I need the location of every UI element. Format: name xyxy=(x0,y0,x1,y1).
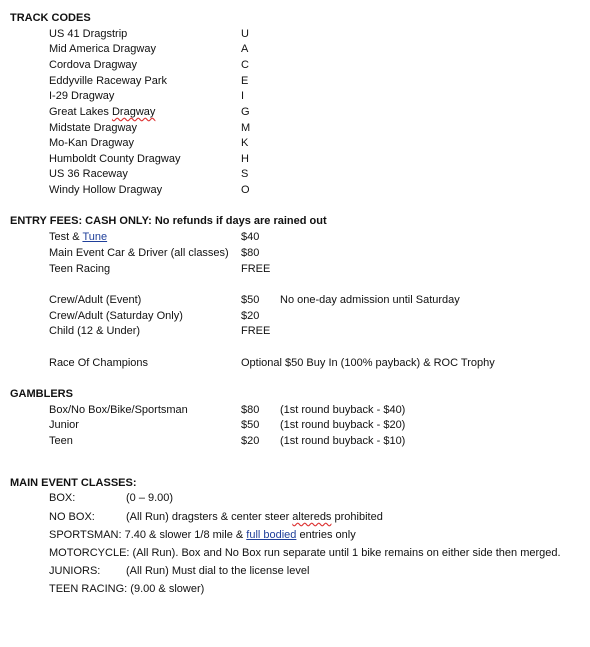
motorcycle-line xyxy=(49,547,561,560)
track-code: H xyxy=(241,153,249,165)
gambler-note: (1st round buyback - $20) xyxy=(280,419,406,431)
track-name xyxy=(49,106,155,119)
track-name: Cordova Dragway xyxy=(49,59,138,71)
gambler-price: $80 xyxy=(241,404,260,416)
track-code: O xyxy=(241,184,250,196)
fee-label: Crew/Adult (Saturday Only) xyxy=(49,310,183,322)
fee-price: Optional $50 Buy In (100% payback) & ROC Trophy xyxy=(241,357,495,369)
fee-label: Main Event Car & Driver (all classes) xyxy=(49,247,229,259)
track-name-text: Great Lakes xyxy=(49,106,112,118)
class-description-text: (All Run) dragsters & center steer xyxy=(126,511,293,523)
fee-label xyxy=(49,231,107,244)
tune-link[interactable]: Tune xyxy=(82,231,108,243)
class-label: MOTORCYCLE: xyxy=(49,547,130,559)
fee-label: Child (12 & Under) xyxy=(49,325,141,337)
track-name: Humboldt County Dragway xyxy=(49,153,181,165)
track-code: S xyxy=(241,168,249,180)
fee-label: Race Of Champions xyxy=(49,357,149,369)
fee-price: $40 xyxy=(241,231,260,243)
track-name: Midstate Dragway xyxy=(49,122,138,134)
teen-racing-line xyxy=(49,583,204,596)
entry-fees-heading: ENTRY FEES: CASH ONLY: No refunds if days are rained out xyxy=(10,215,327,227)
fee-note: No one-day admission until Saturday xyxy=(280,294,460,306)
fee-price: $20 xyxy=(241,310,260,322)
class-label: SPORTSMAN: xyxy=(49,529,122,541)
track-code: I xyxy=(241,90,245,102)
class-description-text: prohibited xyxy=(331,511,383,523)
fee-label: Teen Racing xyxy=(49,263,111,275)
main-event-classes-heading: MAIN EVENT CLASSES: xyxy=(10,477,137,489)
full-bodied-link[interactable]: full bodied xyxy=(246,529,297,541)
track-name: Eddyville Raceway Park xyxy=(49,75,167,87)
gambler-label: Junior xyxy=(49,419,79,431)
track-code: K xyxy=(241,137,249,149)
track-name: Mid America Dragway xyxy=(49,43,156,55)
track-code: C xyxy=(241,59,249,71)
spellcheck-flagged-word: Dragway xyxy=(111,106,156,118)
class-description: (All Run) Must dial to the license level xyxy=(126,565,310,577)
track-codes-heading: TRACK CODES xyxy=(10,12,91,24)
fee-label: Crew/Adult (Event) xyxy=(49,294,142,306)
track-code: M xyxy=(241,122,251,134)
class-label: JUNIORS: xyxy=(49,565,101,577)
sportsman-line xyxy=(49,529,356,542)
fee-label-text: Test & xyxy=(49,231,83,243)
class-description: (0 – 9.00) xyxy=(126,492,174,504)
class-description-text: (All Run). Box and No Box run separate until 1 bike remains on either side then merged. xyxy=(132,547,561,559)
gamblers-heading: GAMBLERS xyxy=(10,388,73,400)
class-description xyxy=(126,511,383,524)
gambler-price: $20 xyxy=(241,435,260,447)
track-name: US 41 Dragstrip xyxy=(49,28,128,40)
fee-price: $80 xyxy=(241,247,260,259)
gambler-label: Box/No Box/Bike/Sportsman xyxy=(49,404,188,416)
gambler-price: $50 xyxy=(241,419,260,431)
class-label: TEEN RACING: xyxy=(49,583,128,595)
track-name: US 36 Raceway xyxy=(49,168,128,180)
track-name: Windy Hollow Dragway xyxy=(49,184,163,196)
gambler-note: (1st round buyback - $10) xyxy=(280,435,406,447)
class-description-text: entries only xyxy=(296,529,356,541)
gambler-label: Teen xyxy=(49,435,73,447)
fee-price: $50 xyxy=(241,294,260,306)
track-name: I-29 Dragway xyxy=(49,90,115,102)
track-name: Mo-Kan Dragway xyxy=(49,137,134,149)
track-code: A xyxy=(241,43,249,55)
fee-price: FREE xyxy=(241,263,271,275)
class-description-text: 7.40 & slower 1/8 mile & xyxy=(124,529,247,541)
gambler-note: (1st round buyback - $40) xyxy=(280,404,406,416)
class-label: NO BOX: xyxy=(49,511,95,523)
track-code: G xyxy=(241,106,250,118)
fee-price: FREE xyxy=(241,325,271,337)
track-code: E xyxy=(241,75,249,87)
track-code: U xyxy=(241,28,249,40)
spellcheck-flagged-word: altereds xyxy=(292,511,332,523)
class-label: BOX: xyxy=(49,492,76,504)
class-description-text: (9.00 & slower) xyxy=(130,583,205,595)
